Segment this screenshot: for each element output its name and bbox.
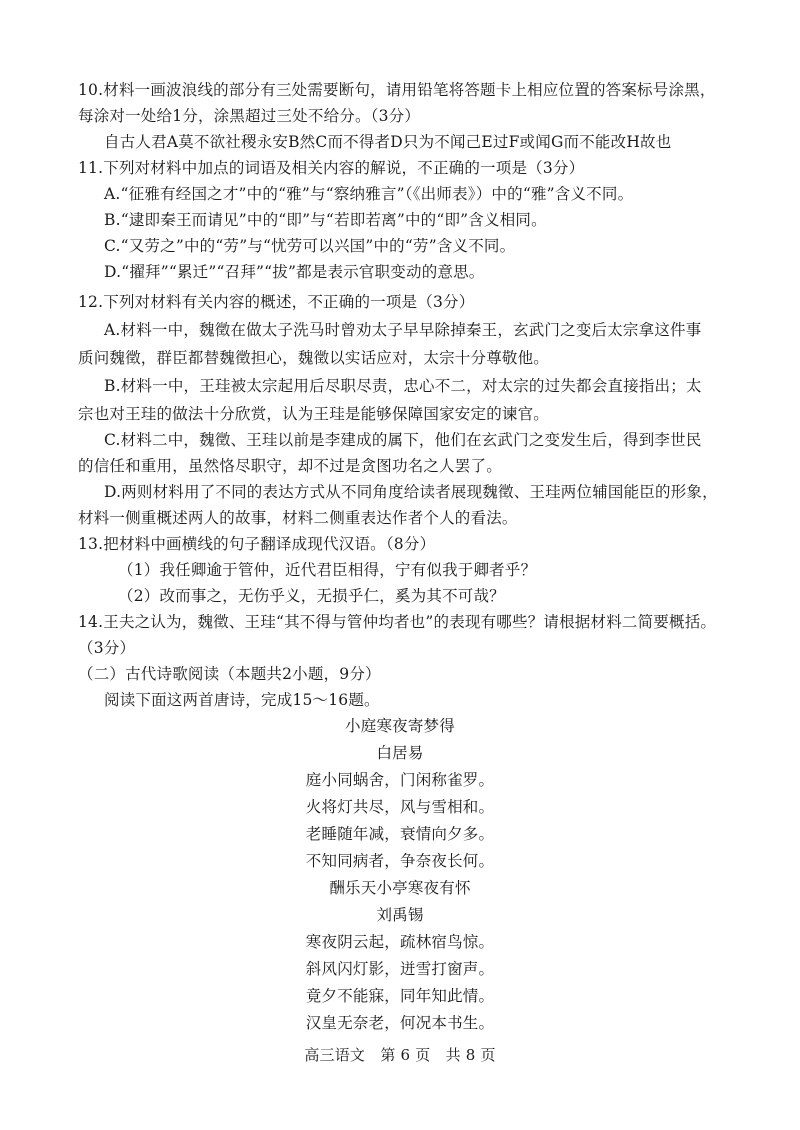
- q11-option-a: A.“征雅有经国之才”中的“雅”与“察纳雅言”（《出师表》）中的“雅”含义不同。: [104, 185, 634, 203]
- poem2-line: 斜风闪灯影，迸雪打窗声。: [305, 960, 495, 978]
- poem2-title: 酬乐天小亭寒夜有怀: [329, 879, 471, 897]
- q13-sentence-2: （2）改而事之，无伤乎义，无损乎仁，奚为其不可哉？: [118, 587, 505, 605]
- q13-stem: 13.把材料中画横线的句子翻译成现代汉语。（8分）: [78, 535, 436, 553]
- poem2-line: 竟夕不能寐，同年知此情。: [305, 987, 495, 1005]
- q14-stem-line1: 14.王夫之认为，魏徵、王珪“其不得与管仲均者也”的表现有哪些？请根据材料二简要概括。: [78, 613, 717, 631]
- poem1-line: 不知同病者，争奈夜长何。: [305, 852, 495, 870]
- poem1-line: 老睡随年减，衰情向夕多。: [305, 825, 495, 843]
- q12-option-b-line2: 宗也对王珪的做法十分欣赏，认为王珪是能够保障国家安定的谏官。: [78, 405, 550, 423]
- poem2-line: 汉皇无奈老，何况本书生。: [305, 1014, 495, 1032]
- q11-option-c: C.“又劳之”中的“劳”与“忧劳可以兴国”中的“劳”含义不同。: [104, 237, 516, 255]
- poem2-author: 刘禹锡: [376, 906, 424, 924]
- q13-sentence-1: （1）我任卿逾于管仲，近代君臣相得，宁有似我于卿者乎？: [118, 561, 537, 579]
- q14-stem-line2: （3分）: [78, 639, 136, 657]
- section-heading: （二）古代诗歌阅读（本题共2小题，9分）: [78, 665, 381, 683]
- q10-options: 自古人君A莫不欲社稷永安B然C而不得者D只为不闻己E过F或闻G而不能改H故也: [104, 133, 672, 151]
- poem1-line: 庭小同蜗舍，门闲称雀罗。: [305, 771, 495, 789]
- q12-option-d-line1: D.两则材料用了不同的表达方式从不同角度给读者展现魏徵、王珪两位辅国能臣的形象，: [104, 483, 718, 501]
- section-instruction: 阅读下面这两首唐诗，完成15～16题。: [104, 691, 380, 709]
- q12-stem: 12.下列对材料有关内容的概述，不正确的一项是（3分）: [78, 293, 475, 311]
- q11-option-b: B.“逮即秦王而请见”中的“即”与“若即若离”中的“即”含义相同。: [104, 211, 547, 229]
- page-footer: 高三语文 第 6 页 共 8 页: [304, 1046, 496, 1064]
- poem1-author: 白居易: [376, 744, 424, 762]
- q11-stem: 11.下列对材料中加点的词语及相关内容的解说，不正确的一项是（3分）: [78, 159, 585, 177]
- q12-option-a-line2: 质问魏徵，群臣都替魏徵担心，魏徵以实话应对，太宗十分尊敬他。: [78, 349, 550, 367]
- poem1-line: 火将灯共尽，风与雪相和。: [305, 798, 495, 816]
- q10-stem-line1: 10.材料一画波浪线的部分有三处需要断句，请用铅笔将答题卡上相应位置的答案标号涂黑，: [78, 81, 716, 99]
- poem1-title: 小庭寒夜寄梦得: [345, 717, 455, 735]
- q12-option-a-line1: A.材料一中，魏徵在做太子洗马时曾劝太子早早除掉秦王，玄武门之变后太宗拿这件事: [104, 321, 702, 339]
- poem2-line: 寒夜阴云起，疏林宿鸟惊。: [305, 933, 495, 951]
- q10-stem-line2: 每涂对一处给1分，涂黑超过三处不给分。（3分）: [78, 107, 421, 125]
- q12-option-d-line2: 材料一侧重概述两人的故事，材料二侧重表达作者个人的看法。: [78, 509, 518, 527]
- q12-option-b-line1: B.材料一中，王珪被太宗起用后尽职尽责，忠心不二，对太宗的过失都会直接指出；太: [104, 377, 702, 395]
- q11-option-d: D.“擢拜”“累迁”“召拜”“拔”都是表示官职变动的意思。: [104, 263, 485, 281]
- q12-option-c-line1: C.材料二中，魏徵、王珪以前是李建成的属下，他们在玄武门之变发生后，得到李世民: [104, 431, 702, 449]
- q12-option-c-line2: 的信任和重用，虽然恪尽职守，却不过是贪图功名之人罢了。: [78, 457, 502, 475]
